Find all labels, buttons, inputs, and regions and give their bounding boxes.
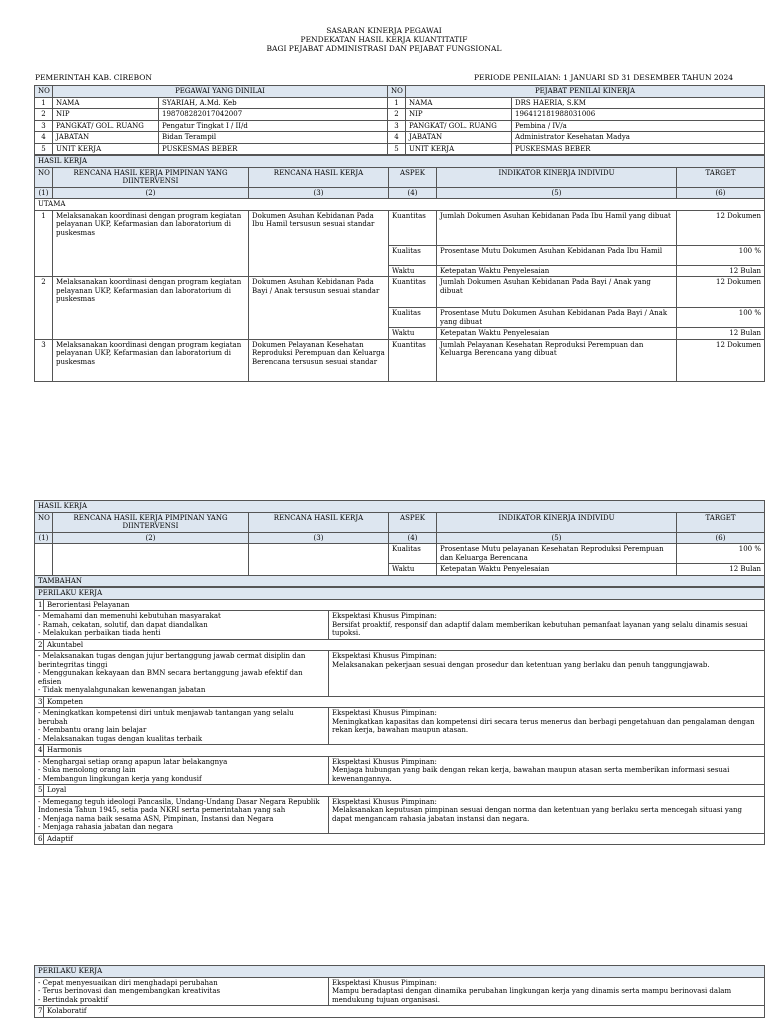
- header-line-3: BAGI PEJABAT ADMINISTRASI DAN PEJABAT FUNGSIONAL: [266, 44, 502, 53]
- pegawai-nip: 198708282017042007: [159, 109, 388, 121]
- penilai-pangkat: Pembina / IV/a: [512, 120, 765, 132]
- page-2: [0, 500, 768, 845]
- perilaku-kerja-table-continued: PERILAKU KERJA - Cepat menyesuaikan diri menghadapi perubahan - Terus berinovasi dan mengembangkan kreativitas - Bertindak proaktif Ekspektasi Khusus Pimpinan: Mampu beradaptasi dengan dinamika perubahan lingkungan kerja yang dinamis serta mampu berinovasi dalam mendukung tujuan organisasi. 7 Kolaboratif: [34, 965, 765, 1018]
- tambahan-section-label: TAMBAHAN: [35, 575, 765, 587]
- identity-row: 5 UNIT KERJA PUSKESMAS BEBER 5 UNIT KERJA PUSKESMAS BEBER: [35, 143, 765, 155]
- table-row: 2 Melaksanakan koordinasi dengan program kegiatan pelayanan UKP, Kefarmasian dan laboratorium di puskesmas Dokumen Asuhan Kebidanan Pada Bayi / Anak tersusun sesuai standar Kuantitas Jumlah Dokumen Asuhan Kebidanan Pada Bayi / Anak yang dibuat 12 Dokumen: [35, 277, 765, 308]
- list-item: - Menghargai setiap orang apapun latar belakangnya - Suka menolong orang lain - Membangun lingkungan kerja yang kondusif Ekspektasi Khusus Pimpinan: Menjaga hubungan yang baik dengan rekan kerja, bawahan maupun atasan serta memberikan informasi sesuai kewenangannya.: [35, 756, 765, 785]
- hasil-kerja-title: HASIL KERJA: [35, 156, 765, 168]
- identity-no-header: NO: [35, 86, 53, 98]
- identity-row: 3 PANGKAT/ GOL. RUANG Pengatur Tingkat I / II/d 3 PANGKAT/ GOL. RUANG Pembina / IV/a: [35, 120, 765, 132]
- perilaku-kerja-table: PERILAKU KERJA 1 Berorientasi Pelayanan - Memahami dan memenuhi kebutuhan masyarakat - Ramah, cekatan, solutif, dan dapat diandalkan - Melakukan perbaikan tiada henti Ekspektasi Khusus Pimpinan: Bersifat proaktif, responsif dan adaptif dalam memberikan kebutuhan pemanfaat layanan yang selalu dinamis sesuai tupoksi. 2 Akuntabel - Melaksanakan tugas dengan jujur bertanggung jawab cermat disiplin dan berintegritas tinggi - Menggunakan kekayaan dan BMN secara bertanggung jawab efektif dan efisien - Tidak menyalahgunakan kewenangan jabatan Ekspektasi Khusus Pimpinan: Melaksanakan pekerjaan sesuai dengan prosedur dan ketentuan yang berlaku dan penuh tanggungjawab. 3 Kompeten - Meningkatkan kompetensi diri untuk menjawab tantangan yang selalu berubah - Membantu orang lain belajar - Melaksanakan tugas dengan kualitas terbaik Ekspektasi Khusus Pimpinan: Meningkatkan kapasitas dan kompetensi diri secara terus menerus dan berbagi pengetahuan dan pengalaman dengan rekan kerja, bawahan maupun atasan. 4 Harmonis - Menghargai setiap orang apapun latar belakangnya - Suka menolong orang lain - Membangun lingkungan kerja yang kondusif Ekspektasi Khusus Pimpinan: Menjaga hubungan yang baik dengan rekan kerja, bawahan maupun atasan serta memberikan informasi sesuai kewenangannya. 5 Loyal - Memegang teguh ideologi Pancasila, Undang-Undang Dasar Negara Republik Indonesia Tahun 1945, setia pada NKRI serta pemerintahan yang sah - Menjaga nama baik sesama ASN, Pimpinan, Instansi dan Negara - Menjaga rahasia jabatan dan negara Ekspektasi Khusus Pimpinan: Melaksanakan keputusan pimpinan sesuai dengan norma dan ketentuan yang berlaku serta mencegah situasi yang dapat mengancam rahasia jabatan instansi dan negara. 6 Adaptif: [34, 587, 765, 845]
- list-item: - Melaksanakan tugas dengan jujur bertanggung jawab cermat disiplin dan berintegritas tinggi - Menggunakan kekayaan dan BMN secara bertanggung jawab efektif dan efisien - Tidak menyalahgunakan kewenangan jabatan Ekspektasi Khusus Pimpinan: Melaksanakan pekerjaan sesuai dengan prosedur dan ketentuan yang berlaku dan penuh tanggungjawab.: [35, 651, 765, 697]
- identity-no-header-right: NO: [388, 86, 406, 98]
- identity-header-row: [35, 86, 765, 98]
- hasil-kerja-table-continued: HASIL KERJA NO RENCANA HASIL KERJA PIMPINAN YANG DIINTERVENSI RENCANA HASIL KERJA ASPEK INDIKATOR KINERJA INDIVIDU TARGET (1) (2) (3) (4) (5) (6) Kualitas Prosentase Mutu pelayanan Kesehatan Reproduksi Perempuan dan Keluarga Berencana 100 % Waktu Ketepatan Waktu Penyelesaian 12 Bulan TAMBAHAN: [34, 500, 765, 587]
- table-row: 3 Melaksanakan koordinasi dengan program kegiatan pelayanan UKP, Kefarmasian dan laboratorium di puskesmas Dokumen Pelayanan Kesehatan Reproduksi Perempuan dan Keluarga Berencana tersusun sesuai standar Kuantitas Jumlah Pelayanan Kesehatan Reproduksi Perempuan dan Keluarga Berencana yang dibuat 12 Dokumen: [35, 339, 765, 381]
- page-3: [0, 965, 768, 1018]
- pejabat-penilai-header: PEJABAT PENILAI KINERJA: [406, 86, 765, 98]
- utama-section-label: UTAMA: [35, 199, 765, 211]
- identity-row: 4 JABATAN Bidan Terampil 4 JABATAN Administrator Kesehatan Madya: [35, 132, 765, 144]
- identity-row: 2 NIP 198708282017042007 2 NIP 196412181988031006: [35, 109, 765, 121]
- pegawai-pangkat: Pengatur Tingkat I / II/d: [159, 120, 388, 132]
- identity-row: 1 NAMA SYARIAH, A.Md. Keb 1 NAMA DRS HAERIA, S.KM: [35, 97, 765, 109]
- header-line-1: SASARAN KINERJA PEGAWAI: [326, 26, 442, 35]
- hasil-kerja-table: HASIL KERJA NO RENCANA HASIL KERJA PIMPINAN YANG DIINTERVENSI RENCANA HASIL KERJA ASPEK INDIKATOR KINERJA INDIVIDU TARGET (1) (2) (3) (4) (5) (6) UTAMA 1 Melaksanakan koordinasi dengan program kegiatan pelayanan UKP, Kefarmasian dan laboratorium di puskesmas Dokumen Asuhan Kebidanan Pada Ibu Hamil tersusun sesuai standar Kuantitas Jumlah Dokumen Asuhan Kebidanan Pada Ibu Hamil yang dibuat 12 Dokumen Kualitas Prosentase Mutu Dokumen Asuhan Kebidanan Pada Ibu Hamil 100 % Waktu Ketepatan Waktu Penyelesaian 12 Bulan 2 Melaksanakan koordinasi dengan program kegiatan pelayanan UKP, Kefarmasian dan laboratorium di puskesmas Dokumen Asuhan Kebidanan Pada Bayi / Anak tersusun sesuai standar Kuantitas Jumlah Dokumen Asuhan Kebidanan Pada Bayi / Anak yang dibuat 12 Dokumen Kualitas Prosentase Mutu Dokumen Asuhan Kebidanan Pada Bayi / Anak yang dibuat 100 % Waktu Ketepatan Waktu Penyelesaian 12 Bulan 3 Melaksanakan koordinasi dengan program kegiatan pelayanan UKP, Kefarmasian dan laboratorium di puskesmas Dokumen Pelayanan Kesehatan Reproduksi Perempuan dan Keluarga Berencana tersusun sesuai standar Kuantitas Jumlah Pelayanan Kesehatan Reproduksi Perempuan dan Keluarga Berencana yang dibuat 12 Dokumen: [34, 155, 765, 382]
- pegawai-dinilai-header: PEGAWAI YANG DINILAI: [53, 86, 388, 98]
- list-item: - Memegang teguh ideologi Pancasila, Undang-Undang Dasar Negara Republik Indonesia Tahun 1945, setia pada NKRI serta pemerintahan yang sah - Menjaga nama baik sesama ASN, Pimpinan, Instansi dan Negara - Menjaga rahasia jabatan dan negara Ekspektasi Khusus Pimpinan: Melaksanakan keputusan pimpinan sesuai dengan norma dan ketentuan yang berlaku serta mencegah situasi yang dapat mengancam rahasia jabatan instansi dan negara.: [35, 796, 765, 833]
- table-row: 1 Melaksanakan koordinasi dengan program kegiatan pelayanan UKP, Kefarmasian dan laboratorium di puskesmas Dokumen Asuhan Kebidanan Pada Ibu Hamil tersusun sesuai standar Kuantitas Jumlah Dokumen Asuhan Kebidanan Pada Ibu Hamil yang dibuat 12 Dokumen: [35, 210, 765, 245]
- pegawai-jabatan: Bidan Terampil: [159, 132, 388, 144]
- penilai-jabatan: Administrator Kesehatan Madya: [512, 132, 765, 144]
- header-line-2: PENDEKATAN HASIL KERJA KUANTITATIF: [300, 35, 468, 44]
- meta-line: [35, 73, 733, 83]
- list-item: - Meningkatkan kompetensi diri untuk menjawab tantangan yang selalu berubah - Membantu orang lain belajar - Melaksanakan tugas dengan kualitas terbaik Ekspektasi Khusus Pimpinan: Meningkatkan kapasitas dan kompetensi diri secara terus menerus dan berbagi pengetahuan dan pengalaman dengan rekan kerja, bawahan maupun atasan.: [35, 708, 765, 745]
- penilai-nip: 196412181988031006: [512, 109, 765, 121]
- perilaku-name: Berorientasi Pelayanan: [44, 599, 765, 611]
- period-label: PERIODE PENILAIAN: 1 JANUARI SD 31 DESEMBER TAHUN 2024: [474, 73, 733, 82]
- page-1: [0, 0, 768, 382]
- pegawai-nama: SYARIAH, A.Md. Keb: [159, 97, 388, 109]
- perilaku-kerja-title: PERILAKU KERJA: [35, 588, 765, 600]
- document-header: [0, 0, 768, 53]
- organization-label: PEMERINTAH KAB. CIREBON: [35, 73, 152, 82]
- penilai-unit-kerja: PUSKESMAS BEBER: [512, 143, 765, 155]
- hasil-kerja-number-row: (1) (2) (3) (4) (5) (6): [35, 187, 765, 199]
- pegawai-unit-kerja: PUSKESMAS BEBER: [159, 143, 388, 155]
- identity-table: [34, 85, 765, 155]
- penilai-nama: DRS HAERIA, S.KM: [512, 97, 765, 109]
- hasil-kerja-header-row: NO RENCANA HASIL KERJA PIMPINAN YANG DIINTERVENSI RENCANA HASIL KERJA ASPEK INDIKATOR KINERJA INDIVIDU TARGET: [35, 167, 765, 187]
- list-item: - Cepat menyesuaikan diri menghadapi perubahan - Terus berinovasi dan mengembangkan kreativitas - Bertindak proaktif Ekspektasi Khusus Pimpinan: Mampu beradaptasi dengan dinamika perubahan lingkungan kerja yang dinamis serta mampu berinovasi dalam mendukung tujuan organisasi.: [35, 977, 765, 1006]
- list-item: - Memahami dan memenuhi kebutuhan masyarakat - Ramah, cekatan, solutif, dan dapat diandalkan - Melakukan perbaikan tiada henti Ekspektasi Khusus Pimpinan: Bersifat proaktif, responsif dan adaptif dalam memberikan kebutuhan pemanfaat layanan yang selalu dinamis sesuai tupoksi.: [35, 611, 765, 640]
